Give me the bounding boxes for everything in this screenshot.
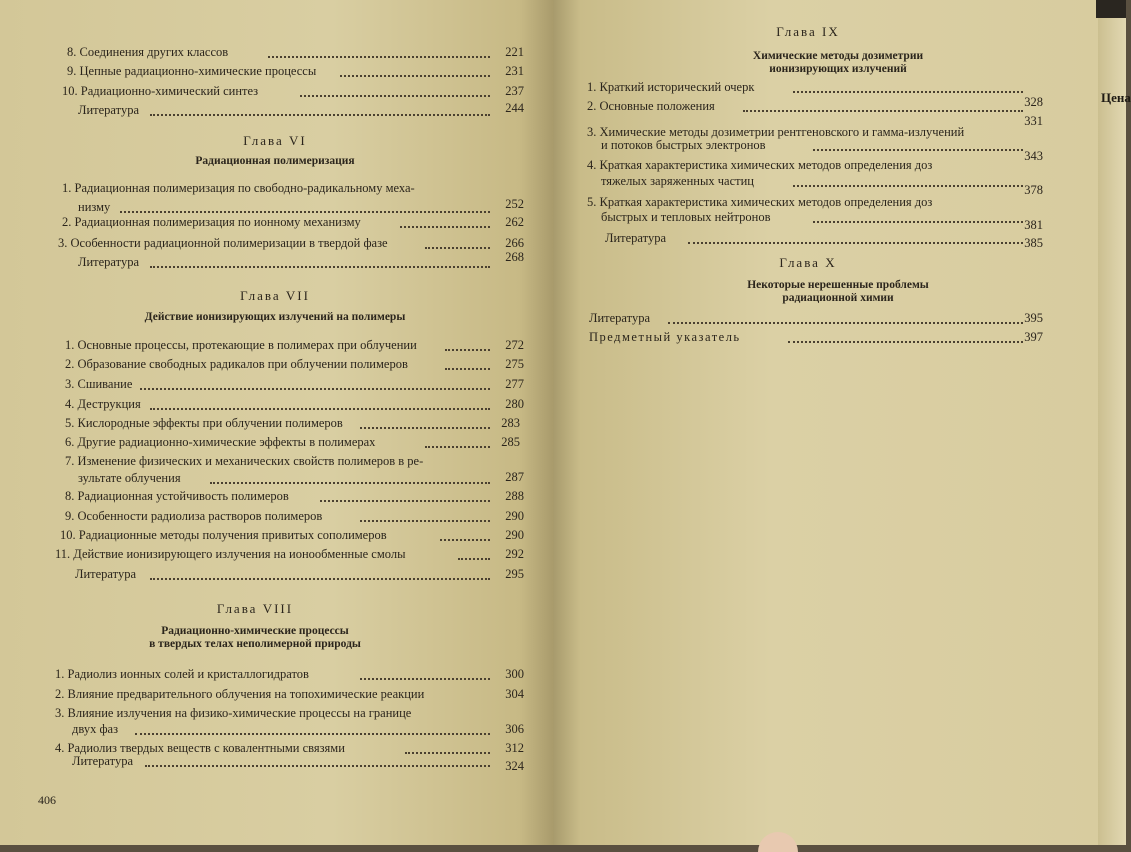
toc-page: 306: [505, 722, 524, 736]
chapter-title-line1: Некоторые нерешенные проблемы: [747, 279, 929, 291]
toc-entry: 3. Особенности радиационной полимеризации в твердой фазе: [58, 236, 388, 250]
page-number: 406: [38, 793, 56, 807]
toc-page: 244: [505, 101, 524, 115]
dot-leader: [793, 185, 1023, 187]
toc-entry: Предметный указатель: [589, 330, 741, 344]
dot-leader: [813, 221, 1023, 223]
toc-entry: 3. Сшивание: [65, 377, 133, 391]
dot-leader: [120, 211, 490, 213]
toc-entry: Литература: [75, 567, 136, 581]
dot-leader: [440, 539, 490, 541]
toc-page: 304: [505, 687, 524, 701]
chapter-title-line2: ионизирующих излучений: [769, 63, 907, 75]
toc-entry: 9. Особенности радиолиза растворов полимеров: [65, 509, 323, 523]
toc-entry: 1. Краткий исторический очерк: [587, 80, 755, 94]
toc-page: 324: [505, 759, 524, 773]
toc-page: 221: [505, 45, 524, 59]
toc-page: 290: [505, 528, 524, 542]
toc-entry: 1. Радиолиз ионных солей и кристаллогидратов: [55, 667, 309, 681]
toc-entry: 11. Действие ионизирующего излучения на ионообменные смолы: [55, 547, 406, 561]
toc-page: 385: [1024, 236, 1043, 250]
toc-page: 300: [505, 667, 524, 681]
toc-page: 295: [505, 567, 524, 581]
left-page: [0, 0, 553, 845]
toc-entry: 2. Радиационная полимеризация по ионному механизму: [62, 215, 361, 229]
chapter-heading: Глава VIII: [216, 601, 294, 616]
chapter-heading: Глава VII: [240, 288, 310, 303]
toc-entry: 4. Деструкция: [65, 397, 141, 411]
chapter-heading: Глава X: [779, 255, 837, 270]
chapter-title-line2: в твердых телах неполимерной природы: [149, 638, 361, 650]
toc-page: 285: [501, 435, 520, 449]
dot-leader: [135, 733, 490, 735]
toc-entry: 10. Радиационные методы получения привитых сополимеров: [60, 528, 387, 542]
toc-page: 283: [501, 416, 520, 430]
toc-entry-line1: 4. Краткая характеристика химических методов определения доз: [587, 158, 933, 172]
toc-page: 237: [505, 84, 524, 98]
toc-entry-line2: тяжелых заряженных частиц: [601, 174, 754, 188]
toc-page: 331: [1024, 114, 1043, 128]
toc-page: 290: [505, 509, 524, 523]
toc-page: 275: [505, 357, 524, 371]
dot-leader: [793, 91, 1023, 93]
toc-page: 292: [505, 547, 524, 561]
next-page-edge: [1098, 0, 1131, 845]
dot-leader: [400, 226, 490, 228]
dot-leader: [360, 520, 490, 522]
toc-entry: 2. Основные положения: [587, 99, 715, 113]
toc-entry-line1: 1. Радиационная полимеризация по свободно-радикальному меха-: [62, 181, 415, 195]
dot-leader: [788, 341, 1023, 343]
background-corner: [1096, 0, 1126, 18]
toc-page: 343: [1024, 149, 1043, 163]
toc-page: 262: [505, 215, 524, 229]
toc-entry: Литература: [589, 311, 650, 325]
dot-leader: [300, 95, 490, 97]
dot-leader: [340, 75, 490, 77]
toc-entry-line2: зультате облучения: [78, 471, 181, 485]
toc-entry: 2. Образование свободных радикалов при облучении полимеров: [65, 357, 408, 371]
dot-leader: [688, 242, 1023, 244]
toc-entry: Литература: [605, 231, 666, 245]
chapter-title-line1: Радиационно-химические процессы: [161, 625, 349, 637]
toc-page: 231: [505, 64, 524, 78]
toc-entry: 5. Кислородные эффекты при облучении полимеров: [65, 416, 343, 430]
toc-page: 397: [1024, 330, 1043, 344]
toc-page: 378: [1024, 183, 1043, 197]
toc-entry: 8. Радиационная устойчивость полимеров: [65, 489, 289, 503]
dot-leader: [150, 114, 490, 116]
chapter-title-line2: радиационной химии: [782, 292, 894, 304]
toc-page: 280: [505, 397, 524, 411]
toc-page: 277: [505, 377, 524, 391]
toc-entry-line1: 5. Краткая характеристика химических методов определения доз: [587, 195, 933, 209]
toc-entry: Литература: [78, 103, 139, 117]
right-page: [553, 0, 1098, 845]
toc-page: 312: [505, 741, 524, 755]
dot-leader: [360, 678, 490, 680]
dot-leader: [150, 266, 490, 268]
toc-entry: 1. Основные процессы, протекающие в полимерах при облучении: [65, 338, 417, 352]
dot-leader: [145, 765, 490, 767]
toc-page: 252: [505, 197, 524, 211]
dot-leader: [320, 500, 490, 502]
toc-entry-line2: быстрых и тепловых нейтронов: [601, 210, 771, 224]
chapter-title-line1: Химические методы дозиметрии: [752, 50, 924, 62]
edge-text: Цена: [1101, 90, 1131, 105]
dot-leader: [140, 388, 490, 390]
toc-entry-line1: 7. Изменение физических и механических свойств полимеров в ре-: [65, 454, 424, 468]
toc-entry: 10. Радиационно-химический синтез: [62, 84, 259, 98]
toc-page: 381: [1024, 218, 1043, 232]
toc-entry-line1: 3. Химические методы дозиметрии рентгеновского и гамма-излучений: [587, 125, 965, 139]
dot-leader: [668, 322, 1023, 324]
toc-page: 272: [505, 338, 524, 352]
toc-page: 268: [505, 250, 524, 264]
dot-leader: [360, 427, 490, 429]
toc-page: 266: [505, 236, 524, 250]
dot-leader: [150, 578, 490, 580]
toc-page: 287: [505, 470, 524, 484]
toc-entry: 6. Другие радиационно-химические эффекты в полимерах: [65, 435, 376, 449]
dot-leader: [210, 482, 490, 484]
dot-leader: [405, 752, 490, 754]
chapter-heading: Глава VI: [243, 133, 307, 148]
toc-entry-line2: и потоков быстрых электронов: [601, 138, 766, 152]
toc-page: 395: [1024, 311, 1043, 325]
dot-leader: [425, 247, 490, 249]
toc-entry-line2: двух фаз: [72, 722, 119, 736]
toc-entry-line1: 3. Влияние излучения на физико-химические процессы на границе: [55, 706, 412, 720]
toc-page: 328: [1024, 95, 1043, 109]
toc-entry: 4. Радиолиз твердых веществ с ковалентными связями: [55, 741, 345, 755]
toc-entry: Литература: [72, 754, 133, 768]
dot-leader: [150, 408, 490, 410]
dot-leader: [268, 56, 490, 58]
toc-page: 288: [505, 489, 524, 503]
chapter-heading: Глава IX: [776, 24, 840, 39]
toc-entry: 2. Влияние предварительного облучения на топохимические реакции: [55, 687, 425, 701]
chapter-title: Действие ионизирующих излучений на полимеры: [144, 311, 406, 323]
toc-entry-line2: низму: [78, 200, 111, 214]
dot-leader: [743, 110, 1023, 112]
toc-entry: 8. Соединения других классов: [67, 45, 229, 59]
dot-leader: [813, 149, 1023, 151]
toc-entry: Литература: [78, 255, 139, 269]
toc-entry: 9. Цепные радиационно-химические процессы: [67, 64, 317, 78]
chapter-title: Радиационная полимеризация: [195, 155, 355, 167]
